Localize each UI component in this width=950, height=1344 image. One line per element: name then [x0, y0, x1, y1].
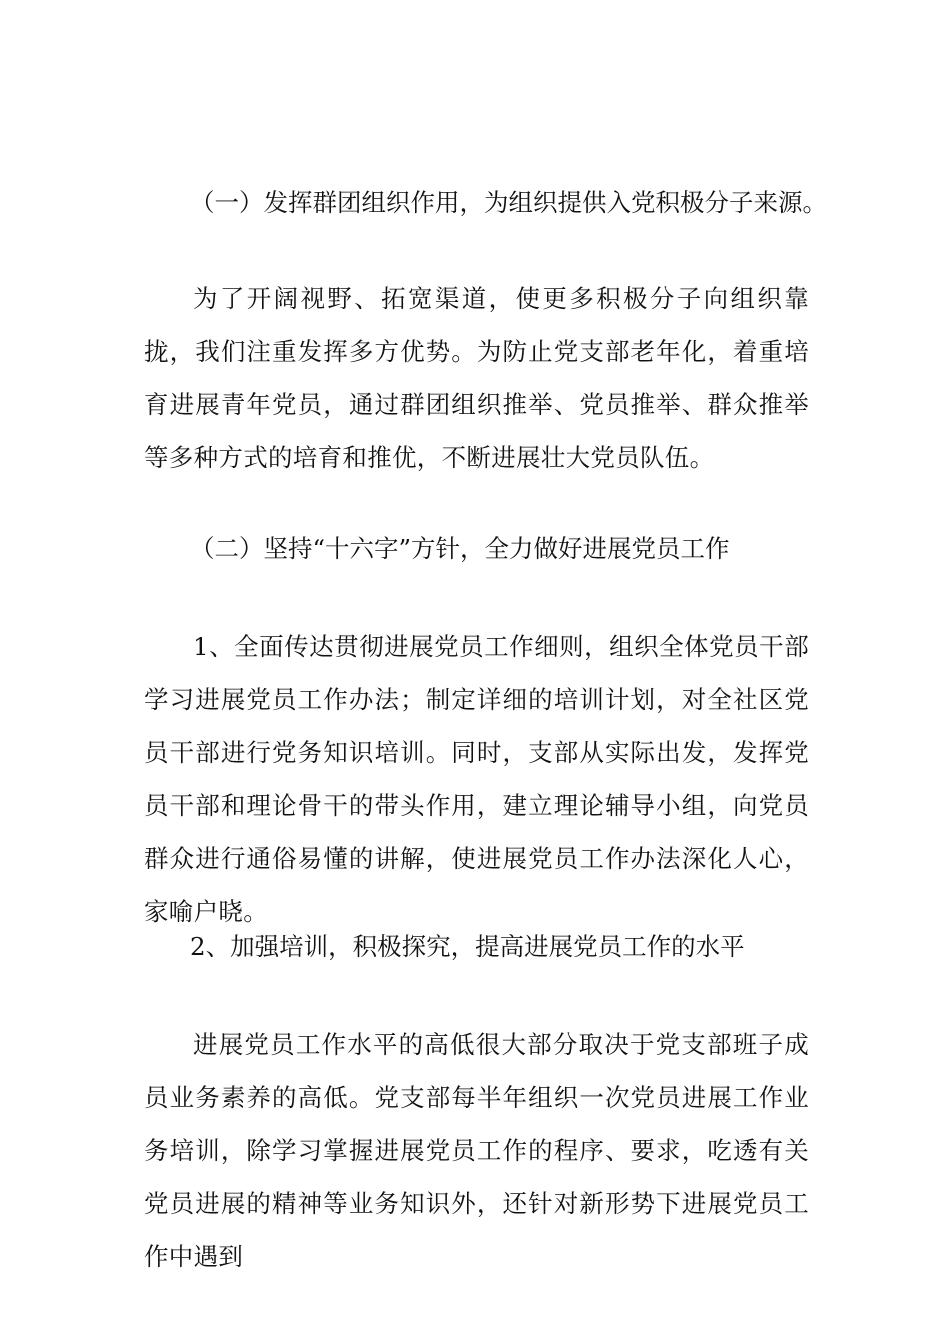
paragraph-1: 为了开阔视野、拓宽渠道，使更多积极分子向组织靠拢，我们注重发挥多方优势。为防止党支部老年化，着重培育进展青年党员，通过群团组织推举、党员推举、群众推举等多种方式的培育和推优，不断进展壮大党员队伍。 — [144, 284, 809, 472]
list-item-1: 1、全面传达贯彻进展党员工作细则，组织全体党员干部学习进展党员工作办法；制定详细的培训计划，对全社区党员干部进行党务知识培训。同时，支部从实际出发，发挥党员干部和理论骨干的带头作用，建立理论辅导小组，向党员群众进行通俗易懂的讲解，使进展党员工作办法深化人心，家喻户晓。 — [144, 632, 809, 926]
section-heading-2: （二）坚持“十六字”方针，全力做好进展党员工作 — [190, 534, 730, 563]
list-item-2-heading: 2、加强培训，积极探究，提高进展党员工作的水平 — [190, 932, 745, 961]
section-heading-1: （一）发挥群团组织作用，为组织提供入党积极分子来源。 — [190, 188, 827, 217]
paragraph-2: 进展党员工作水平的高低很大部分取决于党支部班子成员业务素养的高低。党支部每半年组织一次党员进展工作业务培训，除学习掌握进展党员工作的程序、要求，吃透有关党员进展的精神等业务知识外，还针对新形势下进展党员工作中遇到 — [144, 1030, 809, 1271]
